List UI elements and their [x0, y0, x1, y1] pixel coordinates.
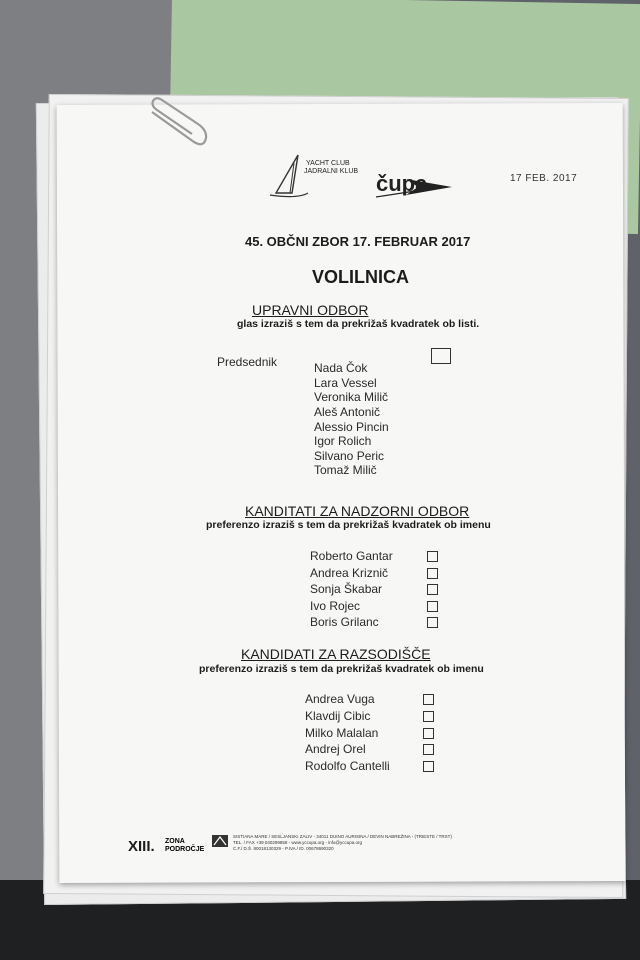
nadzorni-name: Sonja Škabar [310, 582, 383, 596]
nadzorni-heading: KANDITATI ZA NADZORNI ODBOR [245, 503, 470, 519]
nadzorni-note: preferenzo izraziš s tem da prekrižaš kvadratek ob imenu [206, 519, 491, 531]
club-line-2: JADRALNI KLUB [304, 168, 359, 175]
club-line-1: YACHT CLUB [306, 160, 350, 167]
footer-podrocje: PODROČJE [165, 846, 205, 853]
role-label: Predsednik [217, 355, 278, 369]
nadzorni-name: Andrea Kriznič [310, 566, 389, 580]
razsodisce-checkbox[interactable] [423, 744, 434, 755]
nadzorni-checkbox[interactable] [427, 617, 438, 628]
footer-tax-ids: C.F./ D.Š. 80018130329 - P.IVA / ID. 00678690320 [233, 846, 334, 851]
nadzorni-checkbox[interactable] [427, 551, 438, 562]
upravni-name: Lara Vessel [314, 376, 377, 390]
razsodisce-name: Andrea Vuga [305, 692, 375, 706]
nadzorni-name: Boris Grilanc [310, 615, 379, 629]
razsodisce-name: Milko Malalan [305, 726, 379, 740]
upravni-list-checkbox[interactable] [431, 348, 451, 364]
upravni-name: Igor Rolich [314, 434, 372, 448]
nadzorni-checkbox[interactable] [427, 584, 438, 595]
ballot-title: VOLILNICA [312, 267, 409, 287]
upravni-name: Tomaž Milič [314, 463, 377, 477]
upravni-name: Nada Čok [314, 361, 368, 375]
upravni-heading: UPRAVNI ODBOR [252, 302, 369, 318]
nadzorni-checkbox[interactable] [427, 568, 438, 579]
stamp-date: 17 FEB. 2017 [510, 173, 578, 184]
upravni-name: Silvano Peric [314, 449, 385, 463]
upravni-name: Aleš Antonič [314, 405, 381, 419]
fiv-logo-icon [212, 833, 228, 849]
razsodisce-name: Andrej Orel [305, 742, 366, 756]
footer-zone-number: XIII. [128, 838, 155, 855]
razsodisce-heading: KANDIDATI ZA RAZSODIŠČE [241, 646, 431, 662]
razsodisce-name: Klavdij Cibic [305, 709, 371, 723]
razsodisce-checkbox[interactable] [423, 761, 434, 772]
razsodisce-name: Rodolfo Cantelli [305, 759, 390, 773]
footer-address: SISTIANA MARE / SESLJANSKI ZALIV - 34011 DUINO AURISINA / DEVIN NABREŽINA - (TRIESTE / TRST) [233, 834, 452, 839]
club-name: čupa [376, 171, 428, 196]
nadzorni-checkbox[interactable] [427, 601, 438, 612]
footer-zona: ZONA [165, 838, 185, 845]
upravni-note: glas izraziš s tem da prekrižaš kvadratek ob listi. [237, 318, 480, 330]
footer-contact: TEL. / FAX +39 040299858 - www.yccupa.org - info@yccupa.org [233, 840, 363, 845]
sail-logo-icon [268, 153, 458, 201]
razsodisce-checkbox[interactable] [423, 711, 434, 722]
upravni-name: Alessio Pincin [314, 420, 389, 434]
meeting-heading: 45. OBČNI ZBOR 17. FEBRUAR 2017 [245, 234, 471, 249]
nadzorni-name: Roberto Gantar [310, 549, 393, 563]
razsodisce-checkbox[interactable] [423, 728, 434, 739]
club-logo [268, 153, 458, 201]
razsodisce-checkbox[interactable] [423, 694, 434, 705]
nadzorni-name: Ivo Rojec [310, 599, 361, 613]
upravni-name: Veronika Milič [314, 390, 389, 404]
paperclip-icon [148, 92, 208, 148]
razsodisce-note: preferenzo izraziš s tem da prekrižaš kvadratek ob imenu [199, 663, 484, 675]
